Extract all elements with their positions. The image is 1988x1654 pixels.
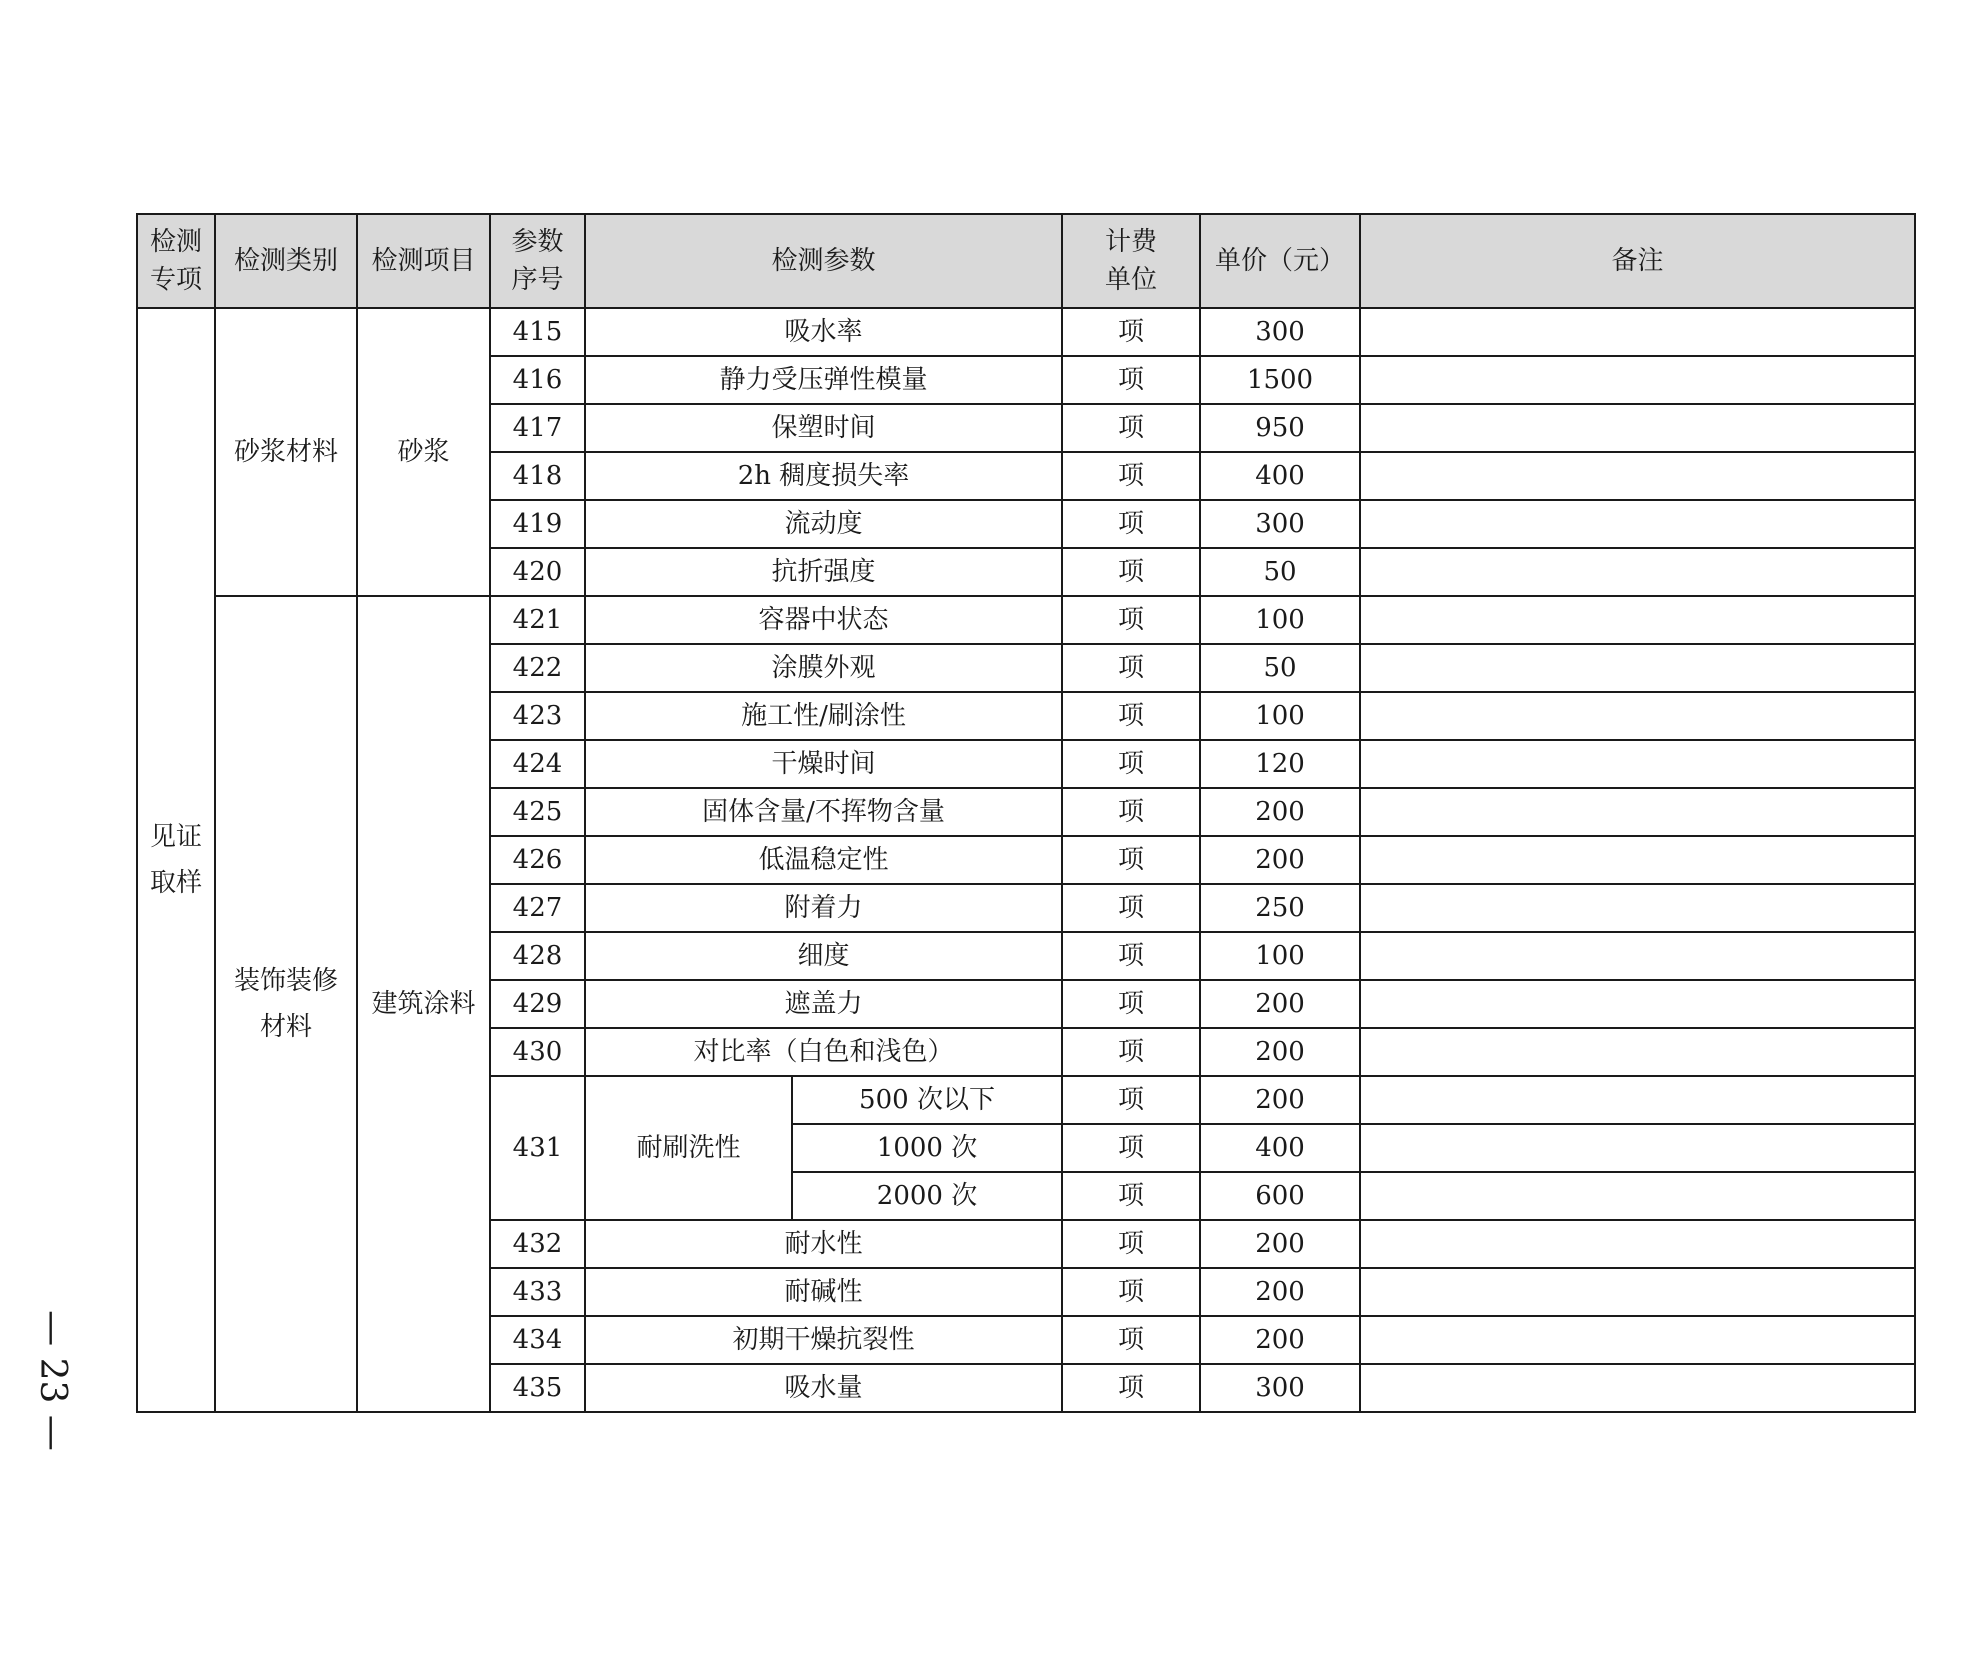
unit-cell: 项 <box>1062 596 1200 644</box>
note-cell <box>1360 548 1915 596</box>
seq-cell: 425 <box>490 788 585 836</box>
note-cell <box>1360 596 1915 644</box>
param-cell: 流动度 <box>585 500 1062 548</box>
unit-cell: 项 <box>1062 788 1200 836</box>
table-row <box>137 596 1915 644</box>
seq-cell: 433 <box>490 1268 585 1316</box>
param-cell: 静力受压弹性模量 <box>585 356 1062 404</box>
price-cell: 300 <box>1200 308 1360 356</box>
unit-cell: 项 <box>1062 1124 1200 1172</box>
note-cell <box>1360 356 1915 404</box>
price-cell: 100 <box>1200 692 1360 740</box>
unit-cell: 项 <box>1062 404 1200 452</box>
note-cell <box>1360 1076 1915 1124</box>
header-category: 检测类别 <box>215 214 357 308</box>
seq-cell: 421 <box>490 596 585 644</box>
seq-cell: 424 <box>490 740 585 788</box>
param-cell: 细度 <box>585 932 1062 980</box>
category-cell: 装饰装修 材料 <box>215 596 357 1412</box>
param-cell: 附着力 <box>585 884 1062 932</box>
price-cell: 200 <box>1200 788 1360 836</box>
unit-cell: 项 <box>1062 980 1200 1028</box>
param-cell: 2h 稠度损失率 <box>585 452 1062 500</box>
seq-cell: 434 <box>490 1316 585 1364</box>
unit-cell: 项 <box>1062 548 1200 596</box>
fee-table <box>136 213 1916 1413</box>
seq-cell: 430 <box>490 1028 585 1076</box>
param-cell: 吸水量 <box>585 1364 1062 1412</box>
param-cell: 固体含量/不挥物含量 <box>585 788 1062 836</box>
seq-cell: 417 <box>490 404 585 452</box>
note-cell <box>1360 1172 1915 1220</box>
note-cell <box>1360 1268 1915 1316</box>
seq-cell: 435 <box>490 1364 585 1412</box>
page-number <box>20 1300 84 1460</box>
unit-cell: 项 <box>1062 452 1200 500</box>
unit-cell: 项 <box>1062 1268 1200 1316</box>
note-cell <box>1360 932 1915 980</box>
price-cell: 250 <box>1200 884 1360 932</box>
item-cell: 砂浆 <box>357 308 490 596</box>
price-cell: 100 <box>1200 596 1360 644</box>
unit-cell: 项 <box>1062 1220 1200 1268</box>
price-cell: 300 <box>1200 1364 1360 1412</box>
param-cell: 容器中状态 <box>585 596 1062 644</box>
price-cell: 50 <box>1200 548 1360 596</box>
subparam-cell: 2000 次 <box>792 1172 1062 1220</box>
note-cell <box>1360 740 1915 788</box>
header-row <box>137 214 1915 308</box>
header-unit: 计费 单位 <box>1062 214 1200 308</box>
seq-cell: 429 <box>490 980 585 1028</box>
param-cell: 耐碱性 <box>585 1268 1062 1316</box>
note-cell <box>1360 644 1915 692</box>
param-cell: 施工性/刷涂性 <box>585 692 1062 740</box>
param-cell: 遮盖力 <box>585 980 1062 1028</box>
table-row <box>137 308 1915 356</box>
seq-cell: 415 <box>490 308 585 356</box>
param-cell: 对比率（白色和浅色） <box>585 1028 1062 1076</box>
header-param: 检测参数 <box>585 214 1062 308</box>
note-cell <box>1360 692 1915 740</box>
header-seq: 参数 序号 <box>490 214 585 308</box>
unit-cell: 项 <box>1062 308 1200 356</box>
unit-cell: 项 <box>1062 836 1200 884</box>
seq-cell: 416 <box>490 356 585 404</box>
price-cell: 200 <box>1200 1316 1360 1364</box>
price-cell: 400 <box>1200 1124 1360 1172</box>
price-cell: 1500 <box>1200 356 1360 404</box>
param-cell: 抗折强度 <box>585 548 1062 596</box>
unit-cell: 项 <box>1062 644 1200 692</box>
note-cell <box>1360 884 1915 932</box>
unit-cell: 项 <box>1062 356 1200 404</box>
seq-cell: 420 <box>490 548 585 596</box>
note-cell <box>1360 452 1915 500</box>
price-cell: 950 <box>1200 404 1360 452</box>
note-cell <box>1360 836 1915 884</box>
price-cell: 120 <box>1200 740 1360 788</box>
unit-cell: 项 <box>1062 1076 1200 1124</box>
seq-cell: 432 <box>490 1220 585 1268</box>
category-cell: 砂浆材料 <box>215 308 357 596</box>
seq-cell: 426 <box>490 836 585 884</box>
unit-cell: 项 <box>1062 1028 1200 1076</box>
note-cell <box>1360 404 1915 452</box>
unit-cell: 项 <box>1062 1172 1200 1220</box>
page-number-text: — 23 — <box>31 1309 73 1451</box>
param-cell: 保塑时间 <box>585 404 1062 452</box>
seq-cell: 419 <box>490 500 585 548</box>
seq-cell: 423 <box>490 692 585 740</box>
param-cell: 涂膜外观 <box>585 644 1062 692</box>
note-cell <box>1360 1364 1915 1412</box>
param-cell: 吸水率 <box>585 308 1062 356</box>
seq-cell: 431 <box>490 1076 585 1220</box>
seq-cell: 418 <box>490 452 585 500</box>
price-cell: 600 <box>1200 1172 1360 1220</box>
header-note: 备注 <box>1360 214 1915 308</box>
price-cell: 200 <box>1200 980 1360 1028</box>
unit-cell: 项 <box>1062 1364 1200 1412</box>
item-cell: 建筑涂料 <box>357 596 490 1412</box>
param-cell: 干燥时间 <box>585 740 1062 788</box>
header-special: 检测 专项 <box>137 214 215 308</box>
note-cell <box>1360 1220 1915 1268</box>
note-cell <box>1360 308 1915 356</box>
price-cell: 100 <box>1200 932 1360 980</box>
unit-cell: 项 <box>1062 884 1200 932</box>
note-cell <box>1360 500 1915 548</box>
price-cell: 400 <box>1200 452 1360 500</box>
note-cell <box>1360 788 1915 836</box>
price-cell: 200 <box>1200 1076 1360 1124</box>
special-item-cell: 见证 取样 <box>137 308 215 1412</box>
subparam-cell: 1000 次 <box>792 1124 1062 1172</box>
price-cell: 50 <box>1200 644 1360 692</box>
seq-cell: 422 <box>490 644 585 692</box>
price-cell: 200 <box>1200 1268 1360 1316</box>
note-cell <box>1360 980 1915 1028</box>
param-cell: 初期干燥抗裂性 <box>585 1316 1062 1364</box>
note-cell <box>1360 1124 1915 1172</box>
note-cell <box>1360 1316 1915 1364</box>
unit-cell: 项 <box>1062 500 1200 548</box>
price-cell: 200 <box>1200 1028 1360 1076</box>
header-item: 检测项目 <box>357 214 490 308</box>
seq-cell: 427 <box>490 884 585 932</box>
header-price: 单价（元） <box>1200 214 1360 308</box>
param-cell: 耐水性 <box>585 1220 1062 1268</box>
param-cell: 低温稳定性 <box>585 836 1062 884</box>
price-cell: 300 <box>1200 500 1360 548</box>
unit-cell: 项 <box>1062 692 1200 740</box>
price-cell: 200 <box>1200 836 1360 884</box>
param-cell: 耐刷洗性 <box>585 1076 792 1220</box>
note-cell <box>1360 1028 1915 1076</box>
unit-cell: 项 <box>1062 932 1200 980</box>
price-cell: 200 <box>1200 1220 1360 1268</box>
seq-cell: 428 <box>490 932 585 980</box>
unit-cell: 项 <box>1062 740 1200 788</box>
subparam-cell: 500 次以下 <box>792 1076 1062 1124</box>
unit-cell: 项 <box>1062 1316 1200 1364</box>
